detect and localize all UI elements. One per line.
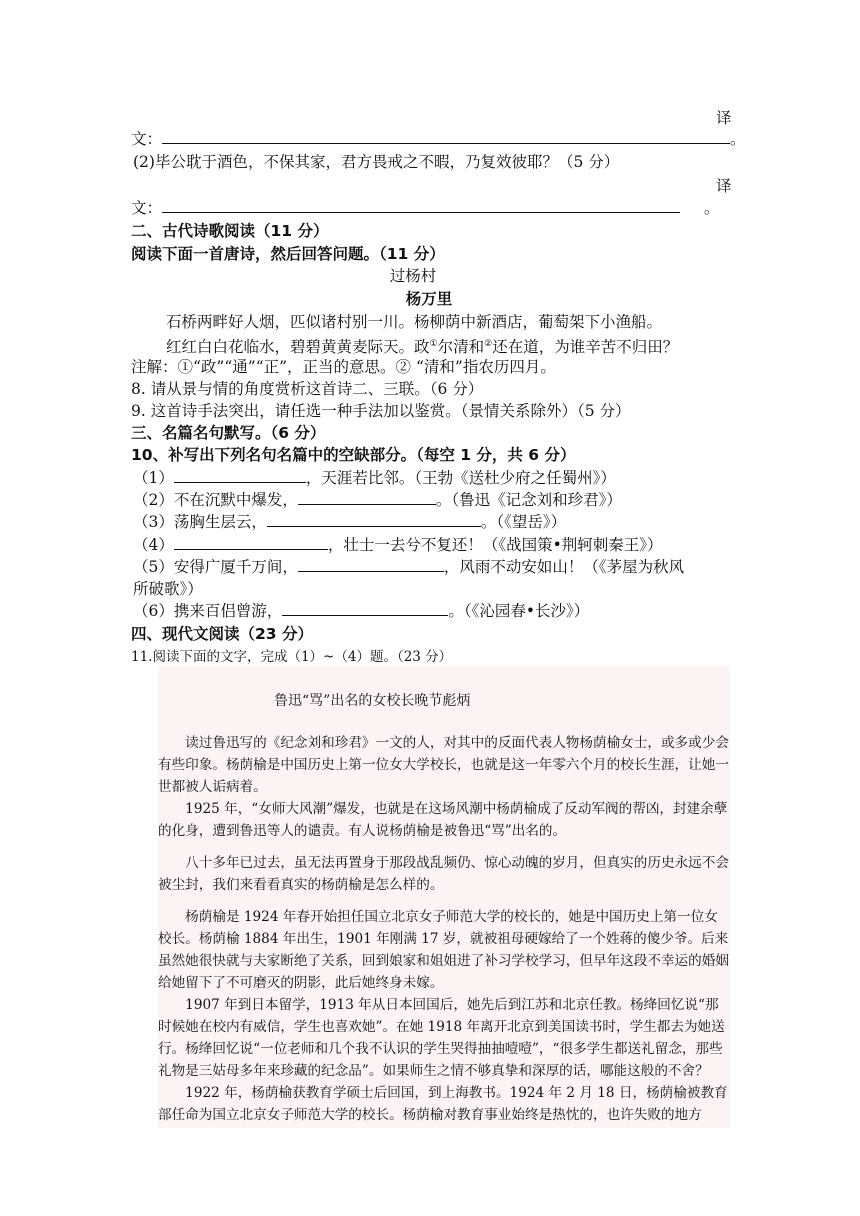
fill-item-before: 安得广厦千万间，: [173, 558, 298, 576]
fill-blank[interactable]: [298, 489, 436, 505]
translate-end-1: 。: [730, 130, 746, 148]
footnote-marker-1: ①: [429, 339, 438, 349]
fill-item-1: [133, 467, 733, 489]
poem-note: 注解：①“政”“通”“正”，正当的意思。② “清和”指农历四月。: [131, 358, 556, 376]
fill-item-number: （5）: [133, 558, 174, 576]
reading-article: [158, 666, 730, 1128]
fill-blank[interactable]: [282, 600, 448, 616]
fill-item-number: （1）: [133, 469, 174, 487]
translate-label-wen-1: 文：: [131, 130, 163, 148]
question-10: 10、补写出下列名句名篇中的空缺部分。（每空 1 分，共 6 分）: [131, 446, 576, 464]
poem-author: 杨万里: [405, 290, 453, 308]
section-4-heading: 四、现代文阅读（23 分）: [131, 625, 313, 643]
translate-label-yi-2: 译: [716, 177, 732, 195]
section-2-heading: 二、古代诗歌阅读（11 分）: [131, 222, 329, 240]
poem-line-2-part-b: 尔清和: [437, 338, 485, 357]
translate-label-yi-1: 译: [716, 109, 732, 127]
translate-label-wen-2: 文：: [131, 199, 163, 217]
poem-line-2-part-c: 还在道，为谁辛苦不归田？: [492, 338, 679, 357]
fill-item-number: （4）: [133, 536, 174, 554]
fill-item-before: 荡胸生层云，: [173, 513, 267, 531]
footnote-marker-2: ②: [484, 339, 493, 349]
question-8: 8. 请从景与情的角度赏析这首诗二、三联。（6 分）: [131, 380, 484, 398]
poem-title: 过杨村: [389, 267, 437, 285]
article-paragraph-6: 1922 年，杨荫榆获教育学硕士后回国，到上海教书。1924 年 2 月 18 日，杨荫榆被教育部任命为国立北京女子师范大学的校长。杨荫榆对教育事业始终是热忱的，也许失败的地方: [158, 1085, 728, 1123]
question-2-text: (2)毕公耽于酒色，不保其家，君方畏戒之不暇，乃复效彼耶？（5 分）: [133, 153, 620, 171]
article-paragraph-4: 杨荫榆是 1924 年春开始担任国立北京女子师范大学的校长的，她是中国历史上第一位女校长。杨荫榆 1884 年出生，1901 年刚满 17 岁，就被祖母硬嫁给了一个姓蒋的傻少爷。后来虽然她很快就与夫家断绝了关系，回到娘家和姐姐进了补习学校学习，但早年这段不幸运的婚姻给她留下了不可磨灭的阴影，此后她终身未嫁。: [158, 909, 729, 991]
fill-item-number: （3）: [133, 513, 174, 531]
question-9: 9. 这首诗手法突出，请任选一种手法加以鉴赏。（景情关系除外）（5 分）: [131, 402, 631, 420]
poem-line-2-part-a: 红红白白花临水，碧碧黄黄麦际天。政: [166, 338, 430, 357]
fill-item-after: 。（《沁园春•长沙》）: [448, 602, 590, 620]
article-paragraph-3: 八十多年已过去，虽无法再置身于那段战乱频仍、惊心动魄的岁月，但真实的历史永远不会被尘封，我们来看看真实的杨荫榆是怎么样的。: [158, 855, 729, 893]
fill-item-5: [133, 556, 733, 578]
fill-item-3: [133, 511, 733, 533]
article-title: 鲁迅“骂”出名的女校长晚节彪炳: [274, 693, 471, 709]
fill-item-after: ，风雨不动安如山！（《茅屋为秋风: [443, 558, 685, 576]
translate-end-2: 。: [704, 199, 720, 217]
fill-blank[interactable]: [298, 556, 444, 572]
fill-item-2: [133, 489, 733, 511]
fill-item-6: [133, 600, 733, 622]
fill-item-after: 。（鲁迅《记念刘和珍君》）: [435, 491, 622, 509]
article-paragraph-2: 1925 年，“女师大风潮”爆发，也就是在这场风潮中杨荫榆成了反动军阀的帮凶，封建余孽的化身，遭到鲁迅等人的谴责。有人说杨荫榆是被鲁迅“骂”出名的。: [158, 801, 728, 839]
fill-item-before: 携来百侣曾游，: [173, 602, 283, 620]
poem-line-1: 石桥两畔好人烟，匹似诸村别一川。杨柳荫中新酒店，葡萄架下小渔船。: [166, 313, 663, 331]
fill-item-4: [133, 534, 733, 556]
fill-item-after: 。（《望岳》）: [480, 513, 567, 531]
fill-item-after: ，天涯若比邻。（王勃《送杜少府之任蜀州》）: [305, 469, 616, 487]
section-2-instruction: 阅读下面一首唐诗，然后回答问题。（11 分）: [131, 245, 445, 263]
fill-item-after: ，壮士一去兮不复还！（《战国策•荆轲刺秦王》）: [327, 536, 663, 554]
fill-item-number: （6）: [133, 602, 174, 620]
question-11: 11.阅读下面的文字，完成（1）~（4）题。（23 分）: [131, 649, 453, 665]
fill-blank[interactable]: [267, 511, 481, 527]
fill-item-number: （2）: [133, 491, 174, 509]
article-paragraph-1: 读过鲁迅写的《纪念刘和珍君》一文的人，对其中的反面代表人物杨荫榆女士，或多或少会有些印象。杨荫榆是中国历史上第一位女大学校长，也就是这一年零六个月的校长生涯，让她一世都被人诟病着。: [158, 735, 729, 795]
article-paragraph-5: 1907 年到日本留学，1913 年从日本回国后，她先后到江苏和北京任教。杨绛回忆说“那时候她在校内有威信，学生也喜欢她”。在她 1918 年离开北京到美国读书时，学生都去为她送行。杨绛回忆说“一位老师和几个我不认识的学生哭得抽抽噎噎”，“很多学生都送礼留念，那些礼物是三姑母多年来珍藏的纪念品”。如果师生之情不够真挚和深厚的话，哪能这般的不舍？: [158, 997, 725, 1079]
fill-item-before: 不在沉默中爆发，: [173, 491, 298, 509]
translate-answer-line-1: [131, 128, 746, 150]
fill-blank[interactable]: [174, 534, 328, 550]
fill-item-5-cont: 所破歌》）: [133, 580, 203, 598]
fill-blank[interactable]: [174, 467, 306, 483]
poem-line-2: [166, 333, 766, 358]
translate-answer-line-2: [131, 197, 731, 219]
section-3-heading: 三、名篇名句默写。（6 分）: [131, 424, 326, 442]
answer-blank[interactable]: [162, 128, 730, 144]
answer-blank[interactable]: [162, 197, 680, 213]
